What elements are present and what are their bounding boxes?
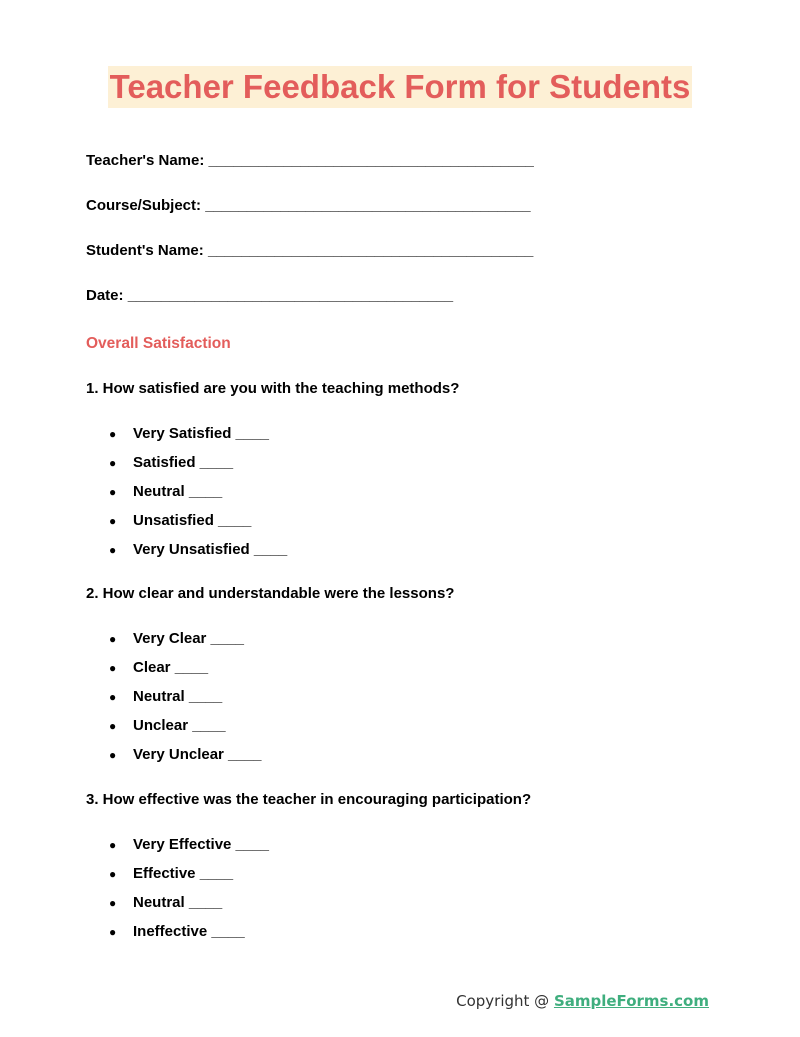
course-subject-blank[interactable]: _______________________________________ [205, 197, 531, 214]
title-area [0, 66, 800, 108]
copyright-footer [456, 992, 709, 1010]
question-1: 1. How satisfied are you with the teaching methods? [86, 380, 460, 397]
course-subject-label: Course/Subject: [86, 197, 202, 214]
bullet-icon: ● [109, 896, 117, 910]
option-label: Unclear ____ [133, 717, 226, 734]
date-blank[interactable]: _______________________________________ [127, 287, 454, 304]
option-label: Clear ____ [133, 659, 209, 676]
option-label: Very Clear ____ [133, 630, 244, 647]
bullet-icon: ● [109, 456, 117, 470]
bullet-icon: ● [109, 838, 117, 852]
option-label: Very Effective ____ [133, 836, 269, 853]
option-label: Very Unsatisfied ____ [133, 541, 288, 558]
teacher-name-label: Teacher's Name: [86, 152, 205, 169]
option-label: Very Satisfied ____ [133, 425, 269, 442]
bullet-icon: ● [109, 925, 117, 939]
question-3: 3. How effective was the teacher in encouraging participation? [86, 791, 532, 808]
teacher-name-field[interactable] [86, 152, 534, 170]
bullet-icon: ● [109, 748, 117, 762]
question-2: 2. How clear and understandable were the lessons? [86, 585, 455, 602]
student-name-label: Student's Name: [86, 242, 204, 259]
option-label: Neutral ____ [133, 894, 223, 911]
bullet-icon: ● [109, 690, 117, 704]
bullet-icon: ● [109, 485, 117, 499]
option-label: Unsatisfied ____ [133, 512, 252, 529]
bullet-icon: ● [109, 661, 117, 675]
bullet-icon: ● [109, 543, 117, 557]
option-label: Ineffective ____ [133, 923, 245, 940]
course-subject-field[interactable] [86, 197, 531, 215]
bullet-icon: ● [109, 719, 117, 733]
page-title: Teacher Feedback Form for Students [108, 66, 693, 108]
bullet-icon: ● [109, 632, 117, 646]
option-label: Effective ____ [133, 865, 234, 882]
date-field[interactable] [86, 287, 453, 305]
option-label: Neutral ____ [133, 688, 223, 705]
bullet-icon: ● [109, 867, 117, 881]
copyright-prefix: Copyright @ [456, 992, 554, 1010]
date-label: Date: [86, 287, 124, 304]
bullet-icon: ● [109, 427, 117, 441]
student-name-field[interactable] [86, 242, 533, 260]
bullet-icon: ● [109, 514, 117, 528]
section-heading-overall-satisfaction: Overall Satisfaction [86, 335, 231, 352]
student-name-blank[interactable]: _______________________________________ [207, 242, 534, 259]
teacher-name-blank[interactable]: _______________________________________ [208, 152, 534, 169]
option-label: Very Unclear ____ [133, 746, 262, 763]
brand-link[interactable]: SampleForms.com [553, 992, 709, 1010]
option-label: Satisfied ____ [133, 454, 234, 471]
option-label: Neutral ____ [133, 483, 223, 500]
